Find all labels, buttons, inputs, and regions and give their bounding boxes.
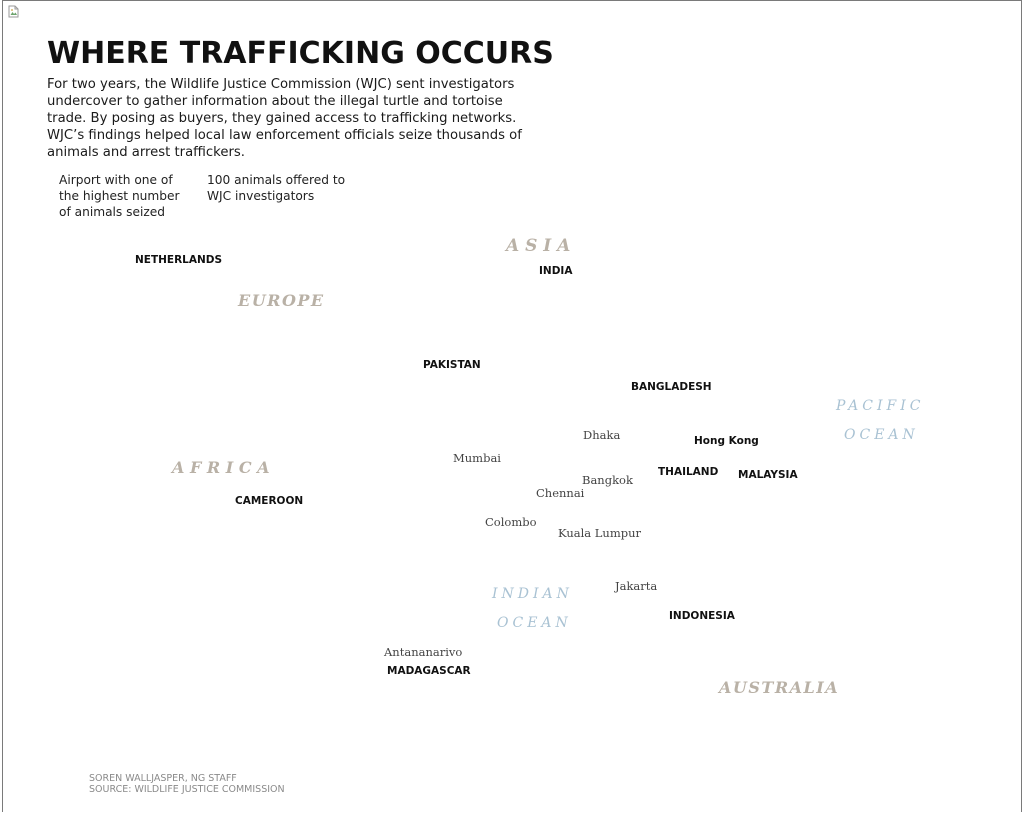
legend-airport-label: Airport with one of the highest number of animals seized: [59, 173, 180, 219]
continent-europe: EUROPE: [238, 291, 325, 310]
city-kuala-lumpur: Kuala Lumpur: [558, 526, 642, 540]
continent-africa: A F R I C A: [172, 458, 270, 477]
country-indonesia: INDONESIA: [669, 610, 735, 622]
city-dhaka: Dhaka: [583, 428, 621, 442]
ocean-pacific-line1: PACIFIC: [836, 398, 925, 414]
country-bangladesh: BANGLADESH: [631, 381, 712, 393]
page-title: WHERE TRAFFICKING OCCURS: [47, 36, 554, 71]
city-colombo: Colombo: [485, 515, 537, 529]
city-mumbai: Mumbai: [453, 451, 501, 465]
country-india: INDIA: [539, 265, 573, 277]
ocean-indian-line1: INDIAN: [492, 586, 573, 602]
ocean-indian-line2: OCEAN: [497, 615, 572, 631]
city-antananarivo: Antananarivo: [384, 645, 463, 659]
country-netherlands: NETHERLANDS: [135, 254, 223, 266]
country-hong-kong: Hong Kong: [694, 435, 759, 447]
continent-asia: A S I A: [506, 236, 571, 256]
legend-animals-label: 100 animals offered to WJC investigators: [207, 173, 346, 203]
city-jakarta: Jakarta: [615, 579, 658, 593]
country-malaysia: MALAYSIA: [738, 469, 798, 481]
city-chennai: Chennai: [536, 486, 585, 500]
country-thailand: THAILAND: [658, 466, 719, 478]
country-madagascar: MADAGASCAR: [387, 665, 471, 677]
credit-source: SOURCE: WILDLIFE JUSTICE COMMISSION: [89, 784, 285, 795]
credit-staff: SOREN WALLJASPER, NG STAFF: [89, 773, 237, 784]
ocean-pacific-line2: OCEAN: [844, 427, 919, 443]
country-pakistan: PAKISTAN: [423, 359, 481, 371]
country-cameroon: CAMEROON: [235, 495, 304, 507]
city-bangkok: Bangkok: [582, 473, 633, 487]
broken-image-icon: [8, 5, 19, 18]
continent-australia: AUSTRALIA: [719, 678, 840, 697]
intro-text: For two years, the Wildlife Justice Commission (WJC) sent investigators undercover to gather information about the illegal turtle and tortoise trade. By posing as buyers, they gained access to trafficking networks. WJC’s findings helped local law enforcement officials seize thousands of animals and arrest traffickers.: [47, 77, 522, 160]
